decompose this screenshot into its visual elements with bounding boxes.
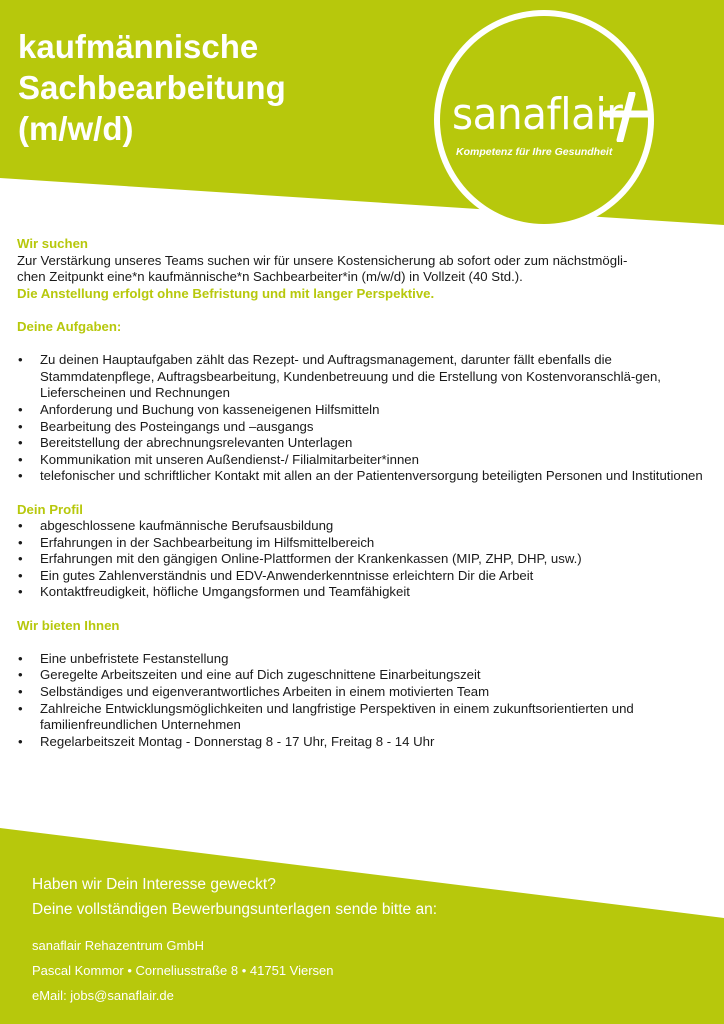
sanaflair-logo xyxy=(452,90,662,158)
title-line-1: kaufmännische xyxy=(18,28,259,65)
footer-request: Deine vollständigen Bewerbungsunterlagen sende bitte an: xyxy=(32,901,438,918)
list-item: • Erfahrungen in der Sachbearbeitung im Hilfsmittelbereich xyxy=(17,535,707,552)
footer-email[interactable]: eMail: jobs@sanaflair.de xyxy=(32,988,174,1003)
bieten-list xyxy=(17,651,707,751)
list-item: • telefonischer und schriftlicher Kontakt mit allen an der Patientenversorgung beteiligten Personen und Institutionen xyxy=(17,468,707,485)
intro-text xyxy=(17,253,707,286)
profil-list xyxy=(17,518,707,601)
intro-text-line-2: chen Zeitpunkt eine*n kaufmännische*n Sachbearbeiter*in (m/w/d) in Vollzeit (40 Std.). xyxy=(17,269,523,285)
list-item: • Geregelte Arbeitszeiten und eine auf Dich zugeschnittene Einarbeitungszeit xyxy=(17,667,707,684)
page-title xyxy=(18,26,286,149)
intro-text-line-1: Zur Verstärkung unseres Teams suchen wir für unsere Kostensicherung ab sofort oder zum nächstmögli- xyxy=(17,252,628,268)
title-line-2: Sachbearbeitung xyxy=(18,69,286,106)
list-item: • Bearbeitung des Posteingangs und –ausgangs xyxy=(17,419,707,436)
profil-heading: Dein Profil xyxy=(17,501,83,517)
plus-cross-icon xyxy=(602,92,654,142)
list-item: • Kontaktfreudigkeit, höfliche Umgangsformen und Teamfähigkeit xyxy=(17,584,707,601)
intro-highlight: Die Anstellung erfolgt ohne Befristung und mit langer Perspektive. xyxy=(17,285,435,301)
list-item: • abgeschlossene kaufmännische Berufsausbildung xyxy=(17,518,707,535)
intro-heading: Wir suchen xyxy=(17,236,88,251)
title-line-3: (m/w/d) xyxy=(18,110,134,147)
logo-tagline: Kompetenz für Ihre Gesundheit xyxy=(456,146,613,158)
footer-question: Haben wir Dein Interesse geweckt? xyxy=(32,876,276,893)
aufgaben-heading: Deine Aufgaben: xyxy=(17,318,122,334)
bieten-heading: Wir bieten Ihnen xyxy=(17,617,120,633)
logo-wordmark: sanaflair xyxy=(452,89,623,140)
list-item: • Selbständiges und eigenverantwortliches Arbeiten in einem motivierten Team xyxy=(17,684,707,701)
list-item: • Erfahrungen mit den gängigen Online-Plattformen der Krankenkassen (MIP, ZHP, DHP, usw.) xyxy=(17,551,707,568)
job-description xyxy=(17,236,707,750)
list-item: • Kommunikation mit unseren Außendienst-/ Filialmitarbeiter*innen xyxy=(17,452,707,469)
list-item: • Zahlreiche Entwicklungsmöglichkeiten und langfristige Perspektiven in einem zukunftsorientierten und familienfreundlichen Unternehmen xyxy=(17,701,707,734)
list-item: • Zu deinen Hauptaufgaben zählt das Rezept- und Auftragsmanagement, darunter fällt ebenfalls die Stammdatenpflege, Auftragsbearbeitung, Kundenbetreuung und die Erstellung von Kostenvoranschlä-gen, Lieferscheinen und Rechnungen xyxy=(17,352,707,402)
list-item: • Eine unbefristete Festanstellung xyxy=(17,651,707,668)
list-item: • Bereitstellung der abrechnungsrelevanten Unterlagen xyxy=(17,435,707,452)
list-item: • Ein gutes Zahlenverständnis und EDV-Anwenderkenntnisse erleichtern Dir die Arbeit xyxy=(17,568,707,585)
list-item: • Anforderung und Buchung von kasseneigenen Hilfsmitteln xyxy=(17,402,707,419)
contact-footer xyxy=(32,872,692,1008)
aufgaben-list xyxy=(17,352,707,485)
footer-company: sanaflair Rehazentrum GmbH xyxy=(32,938,204,953)
footer-address: Pascal Kommor • Corneliusstraße 8 • 41751 Viersen xyxy=(32,963,334,978)
list-item: • Regelarbeitszeit Montag - Donnerstag 8 - 17 Uhr, Freitag 8 - 14 Uhr xyxy=(17,734,707,751)
